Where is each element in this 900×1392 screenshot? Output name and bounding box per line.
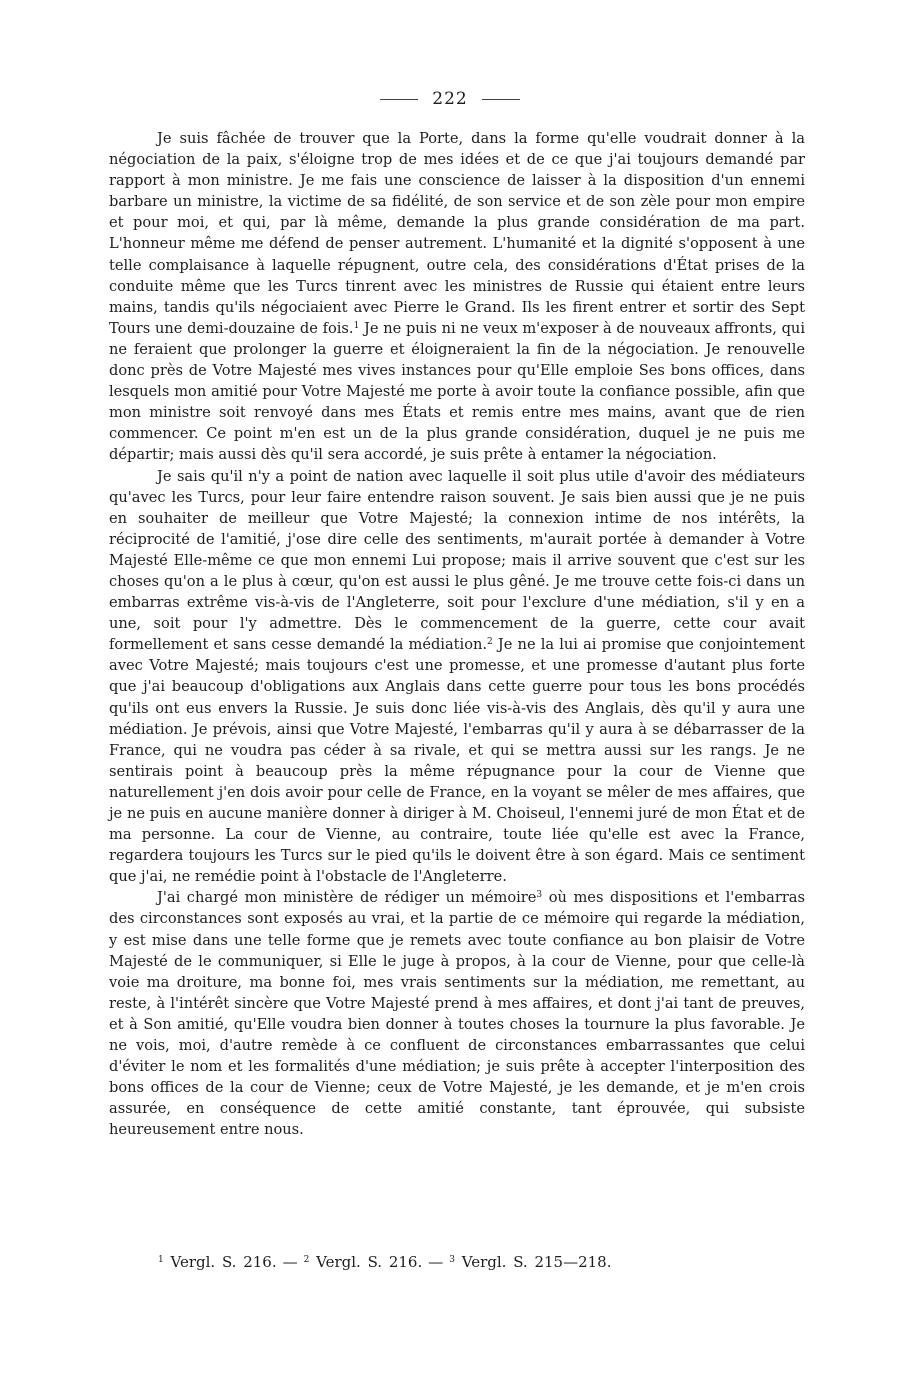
footnote [304,1253,423,1271]
page-number: 222 [432,89,468,109]
footnote-reference: 2 [487,637,493,648]
paragraph-text: Je ne la lui ai promise que conjointement avec Votre Majesté; mais toujours c'est une promesse, et une promesse d'autant plus forte que j'ai beaucoup d'obligations aux Anglais dans cette guerre pour tous les bons procédés qu'ils ont eus envers la Russie. Je suis donc liée vis-à-vis des Anglais, dès qu'il y aura une médiation. Je prévois, ainsi que Votre Majesté, l'embarras qu'il y aura à se débarrasser de la France, qui ne voudra pas céder à sa rivale, et qui se mettra aussi sur les rangs. Je ne sentirais point à beaucoup près la même répugnance pour la cour de Vienne que naturellement j'en dois avoir pour celle de France, en la voyant se mêler de mes affaires, que je ne puis en aucune manière donner à diriger à M. Choiseul, l'ennemi juré de mon État et de ma personne. La cour de Vienne, au contraire, toute liée qu'elle est avec la France, regardera toujours les Turcs sur le pied qu'ils le doivent être à son égard. Mais ce sentiment que j'ai, ne remédie point à l'obstacle de l'Angleterre. [109,636,805,886]
footnotes [158,1250,798,1274]
header-rule-right [482,99,520,100]
footnote-separator: — [282,1253,298,1271]
paragraph [109,466,805,888]
footnote-text: Vergl. S. 216. [309,1253,423,1271]
footnote-text: Vergl. S. 216. [163,1253,277,1271]
paragraph [109,887,805,1140]
paragraph-text: J'ai chargé mon ministère de rédiger un mémoire [157,889,537,907]
footnote-reference: 3 [536,890,543,901]
footnote [158,1253,277,1271]
footnote-marker: 1 [158,1255,164,1265]
footnote [449,1253,611,1271]
page-header [0,86,900,112]
paragraph-text: Je sais qu'il n'y a point de nation avec laquelle il soit plus utile d'avoir des médiateurs qu'avec les Turcs, pour leur faire entendre raison souvent. Je sais bien aussi que je ne puis en souhaiter de meilleur que Votre Majesté; la connexion intime de nos intérêts, la réciprocité de l'amitié, j'ose dire celle des sentiments, m'aurait portée à demander à Votre Majesté Elle-même ce que mon ennemi Lui propose; mais il arrive souvent que c'est sur les choses qu'on a le plus à cœur, qu'on est aussi le plus gêné. Je me trouve cette fois-ci dans un embarras extrême vis-à-vis de l'Angleterre, soit pour l'exclure d'une médiation, s'il y en a une, soit pour l'y admettre. Dès le commencement de la guerre, cette cour avait formellement et sans cesse demandé la médiation. [109,467,805,654]
body-text [109,128,805,1141]
footnote-marker: 2 [303,1255,310,1265]
paragraph-text: Je suis fâchée de trouver que la Porte, dans la forme qu'elle voudrait donner à la négociation de la paix, s'éloigne trop de mes idées et de ce que j'ai toujours demandé par rapport à mon ministre. Je me fais une conscience de laisser à la disposition d'un ennemi barbare un ministre, la victime de sa fidélité, de son service et de son zèle pour mon empire et pour moi, et qui, par là même, demande la plus grande considération de ma part. L'honneur même me défend de penser autrement. L'humanité et la dignité s'opposent à une telle complaisance à laquelle répugnent, outre cela, des considérations d'État prises de la conduite même que les Turcs tinrent avec les ministres de Russie qui étaient entre leurs mains, tandis qu'ils négociaient avec Pierre le Grand. Ils les firent entrer et sortir des Sept Tours une demi-douzaine de fois. [109,130,805,337]
header-rule-left [380,99,418,100]
paragraph [109,128,805,466]
footnote-reference: 1 [353,320,360,331]
footnote-text: Vergl. S. 215—218. [454,1253,612,1271]
footnote-separator: — [428,1253,444,1271]
paragraph-text: Je ne puis ni ne veux m'exposer à de nouveaux affronts, qui ne feraient que prolonger la guerre et éloigneraient la fin de la négociation. Je renouvelle donc près de Votre Majesté mes vives instances pour qu'Elle emploie Ses bons offices, dans lesquels mon amitié pour Votre Majesté me porte à avoir toute la confiance possible, afin que mon ministre soit renvoyé dans mes États et remis entre mes mains, avant que de rien commencer. Ce point m'en est un de la plus grande considération, duquel je ne puis me départir; mais aussi dès qu'il sera accordé, je suis prête à entamer la négociation. [109,319,805,464]
paragraph-text: où mes dispositions et l'embarras des circonstances sont exposés au vrai, et la partie de ce mémoire qui regarde la médiation, y est mise dans une telle forme que je remets avec toute confiance au bon plaisir de Votre Majesté de le communiquer, si Elle le juge à propos, à la cour de Vienne, pour que celle-là voie ma droiture, ma bonne foi, mes vrais sentiments sur la médiation, me remettant, au reste, à l'intérêt sincère que Votre Majesté prend à mes affaires, et dont j'ai tant de preuves, et à Son amitié, qu'Elle voudra bien donner à toutes choses la tournure la plus favorable. Je ne vois, moi, d'autre remède à ce confluent de circonstances embarrassantes que celui d'éviter le nom et les formalités d'une médiation; je suis prête à accepter l'interposition des bons offices de la cour de Vienne; ceux de Votre Majesté, je les demande, et je m'en crois assurée, en conséquence de cette amitié constante, tant éprouvée, qui subsiste heureusement entre nous. [109,889,805,1139]
footnote-marker: 3 [449,1255,455,1265]
